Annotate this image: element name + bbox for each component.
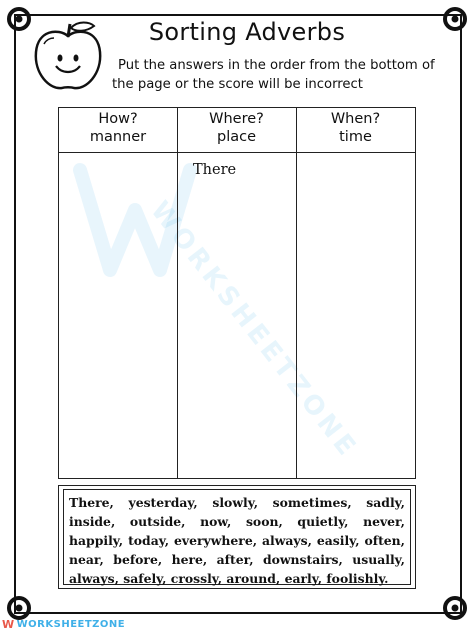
word-bank-line: happily, today, everywhere, always, easily, often,: [69, 533, 405, 548]
word-bank-line: always, safely, crossly, around, early, foolishly.: [69, 571, 389, 586]
worksheetzone-logo-icon: W: [2, 617, 15, 631]
swirl-corner-icon: [442, 6, 468, 32]
header-divider: [59, 152, 415, 153]
word-bank-line: There, yesterday, slowly, sometimes, sadly,: [69, 495, 405, 510]
column-divider: [296, 108, 297, 478]
column-divider: [177, 108, 178, 478]
watermark-text: WORKSHEETZONE: [144, 195, 364, 465]
page-title: Sorting Adverbs: [148, 18, 346, 46]
swirl-corner-icon: [442, 595, 468, 621]
answer-where[interactable]: There: [193, 162, 237, 178]
header-where: Where? place: [209, 111, 264, 145]
footer-brand-text: WORKSHEETZONE: [16, 618, 126, 630]
sorting-table: [58, 107, 416, 479]
header-how: How? manner: [89, 111, 147, 145]
swirl-corner-icon: [6, 6, 32, 32]
header-when: When? time: [330, 111, 381, 145]
apple-smiley-icon: [30, 20, 106, 94]
word-bank-list: [63, 489, 411, 585]
footer-brand[interactable]: [2, 617, 125, 631]
word-bank: [58, 485, 416, 589]
word-bank-line: inside, outside, now, soon, quietly, never,: [69, 514, 405, 529]
instructions: Put the answers in the order from the bottom of the page or the score will be incorrect: [112, 58, 435, 92]
word-bank-line: near, before, here, after, downstairs, usually,: [69, 552, 405, 567]
